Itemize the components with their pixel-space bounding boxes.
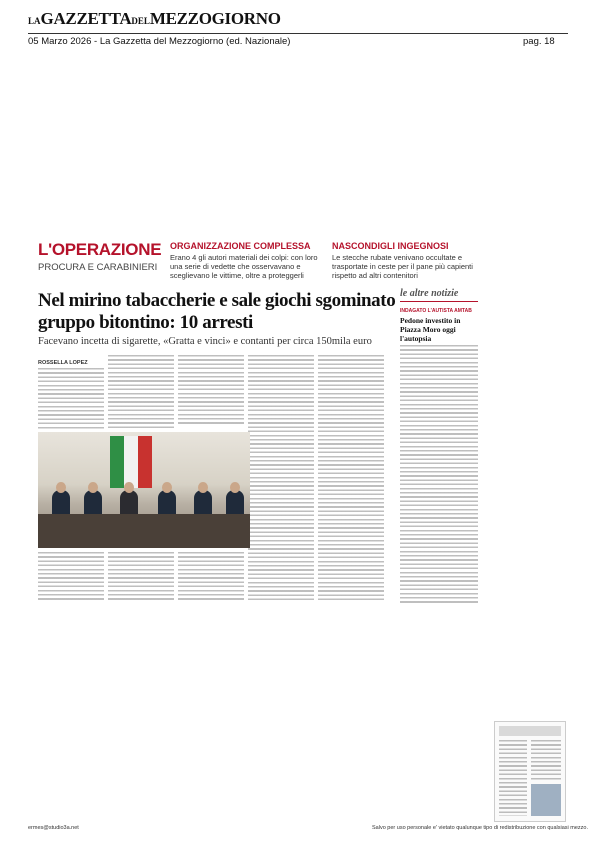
italian-flag-white [124,436,138,488]
info-box-hiding-places [332,241,482,280]
info-box-text: Le stecche rubate venivano occultate e trasportate in ceste per il pane più capienti rispetto ad altri contenitori [332,253,473,280]
article-text-column [38,552,104,602]
footer-email: ermes@studio3a.net [28,825,79,831]
article-kicker-sub: PROCURA E CARABINIERI [38,262,158,273]
article-text-column [248,355,314,603]
article-text-column [38,368,104,430]
press-conference-photo [38,432,250,548]
officer-head [88,482,98,493]
article-headline: Nel mirino tabaccherie e sale giochi sgominato gruppo bitontino: 10 arresti [38,290,396,333]
thumbnail-image-block [531,784,561,816]
officer-head [198,482,208,493]
thumbnail-text-block [499,740,527,816]
article-text-column [108,552,174,602]
italian-flag-green [110,436,124,488]
article-text-column [178,355,244,425]
thumbnail-header-block [499,726,561,736]
officer-head [230,482,240,493]
dateline: 05 Marzo 2026 - La Gazzetta del Mezzogiorno (ed. Nazionale) [28,36,291,47]
sidebar-kicker: INDAGATO L'AUTISTA AMTAB [400,308,472,314]
newspaper-masthead: LAGAZZETTADELMEZZOGIORNO [28,9,281,28]
info-box-title: NASCONDIGLI INGEGNOSI [332,241,449,251]
page-thumbnail [494,721,566,822]
info-box-text: Erano 4 gli autori materiali dei colpi: con loro una serie di vedette che osservavano e sceglievano le vittime, oltre a proteggerli [170,253,318,280]
officer-head [56,482,66,493]
thumbnail-text-block [531,740,561,780]
footer-disclaimer: Salvo per uso personale e' vietato qualunque tipo di redistribuzione con qualsiasi mezzo. [372,825,588,831]
article-text-column [178,552,244,602]
article-byline: ROSSELLA LOPEZ [38,360,88,366]
info-box-organization [170,241,320,280]
masthead-rule [28,33,568,34]
article-kicker: L'OPERAZIONE [38,240,162,259]
officer-head [162,482,172,493]
info-box-title: ORGANIZZAZIONE COMPLESSA [170,241,311,251]
page-number: pag. 18 [523,36,555,47]
conference-table [38,514,250,548]
official-head [124,482,134,493]
article-subheadline: Facevano incetta di sigarette, «Gratta e vinci» e contanti per circa 150mila euro [38,336,372,347]
sidebar-other-news [400,288,478,343]
italian-flag-red [138,436,152,488]
sidebar-title: le altre notizie [400,288,478,302]
article-text-column [318,355,384,603]
article-text-column [108,355,174,430]
sidebar-text-column [400,345,478,603]
sidebar-headline: Pedone investito in Piazza Moro oggi l'autopsia [400,316,461,343]
